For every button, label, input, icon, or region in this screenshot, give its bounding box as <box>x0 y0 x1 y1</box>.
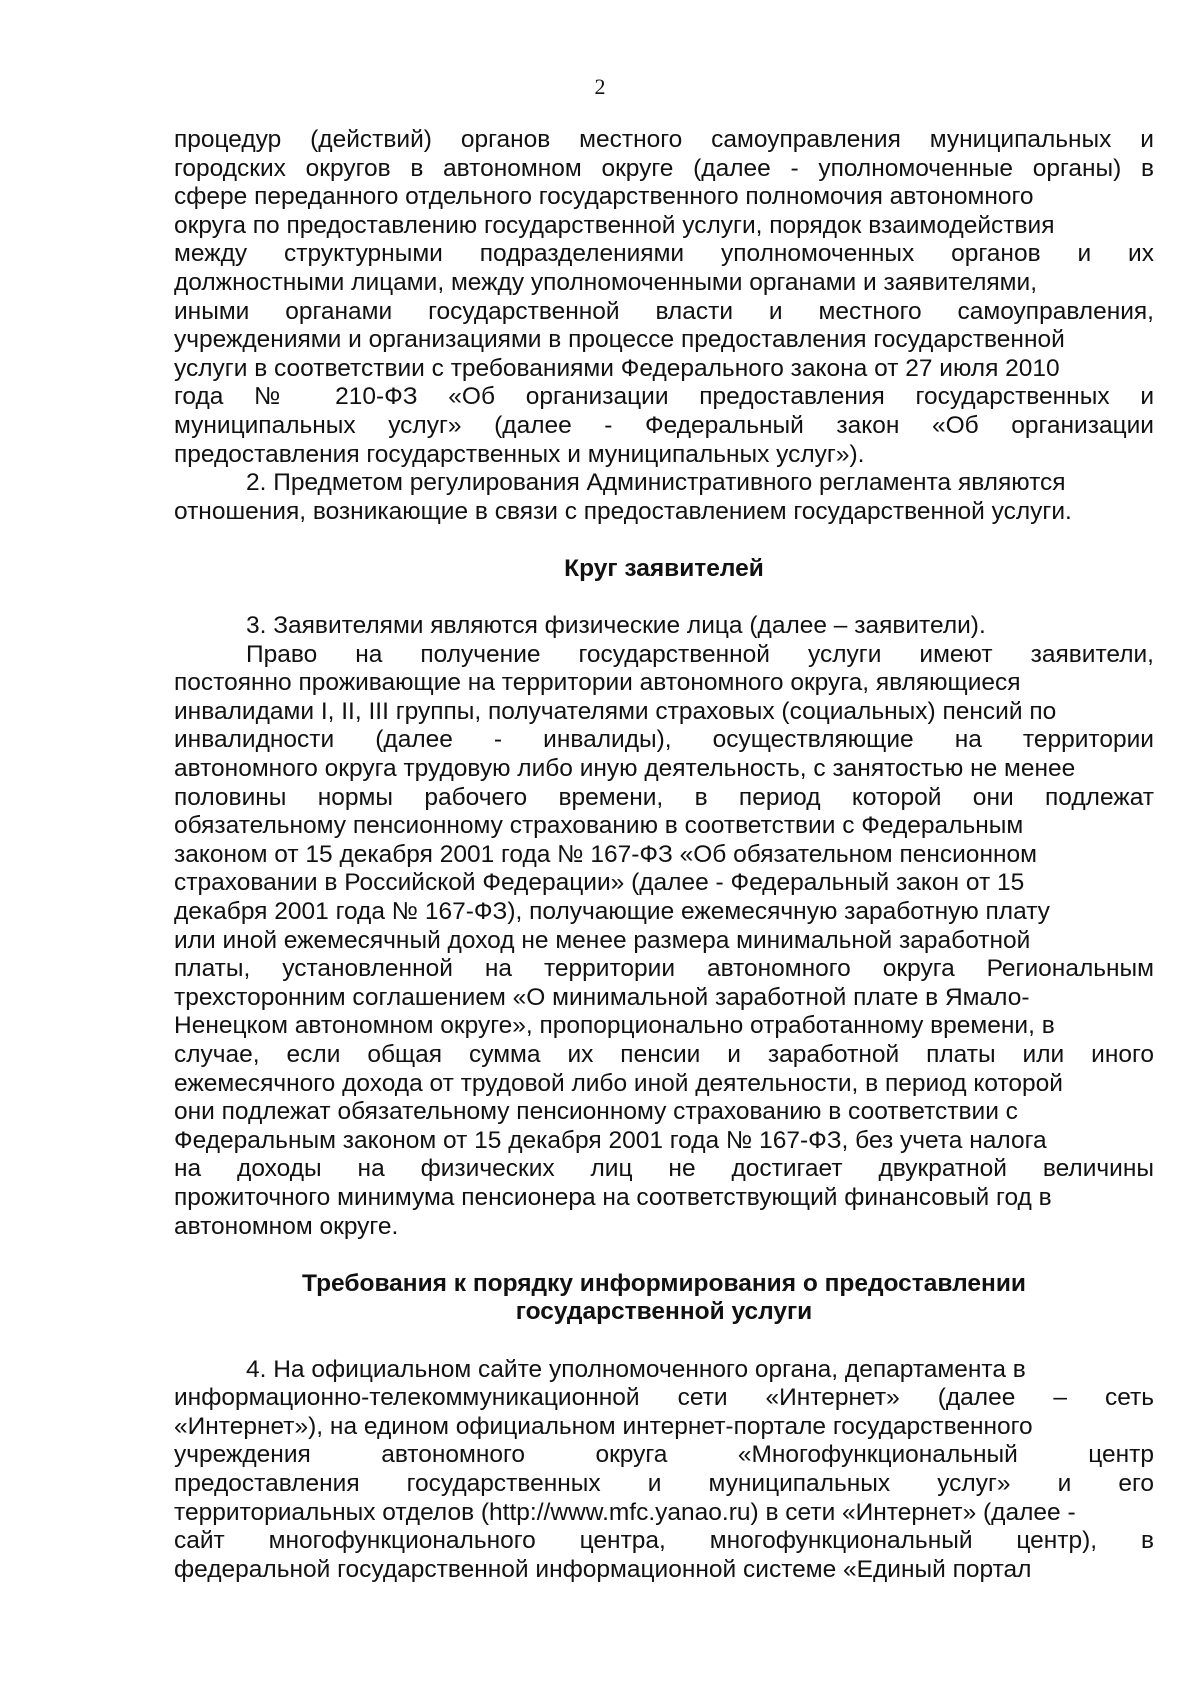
text-line: федеральной государственной информационной системе «Единый портал <box>174 1555 1032 1583</box>
text-line: автономном округе. <box>174 1212 399 1240</box>
text-line: половины нормы рабочего времени, в период которой они подлежат <box>174 783 1154 811</box>
text-line: должностными лицами, между уполномоченными органами и заявителями, <box>174 268 1038 296</box>
text-line: автономного округа трудовую либо иную деятельность, с занятостью не менее <box>174 755 1076 783</box>
text-line: учреждения автономного округа «Многофункциональный центр <box>174 1441 1154 1469</box>
text-line: 2. Предметом регулирования Административного регламента являются <box>246 469 1066 497</box>
text-line: декабря 2001 года № 167-ФЗ), получающие ежемесячную заработную плату <box>174 898 1050 926</box>
spacer <box>174 1241 1154 1270</box>
spacer <box>174 584 1154 613</box>
text-line: Ненецком автономном округе», пропорционально отработанному времени, в <box>174 1012 1055 1040</box>
text-line: инвалидами I, II, III группы, получателями страховых (социальных) пенсий по <box>174 697 1057 725</box>
section-heading-applicants: Круг заявителей <box>564 554 764 582</box>
text-line: случае, если общая сумма их пенсии и заработной платы или иного <box>174 1041 1154 1068</box>
paragraph-4 <box>174 1356 1154 1585</box>
text-line: страховании в Российской Федерации» (далее - Федеральный закон от 15 <box>174 869 1025 897</box>
text-line: округа по предоставлению государственной услуги, порядок взаимодействия <box>174 211 1055 239</box>
paragraph-3b <box>174 641 1154 1241</box>
text-line: 3. Заявителями являются физические лица (далее – заявители). <box>246 612 986 640</box>
text-line: они подлежат обязательному пенсионному страхованию в соответствии с <box>174 1098 1018 1126</box>
text-line: сфере переданного отдельного государственного полномочия автономного <box>174 183 1034 211</box>
text-line: постоянно проживающие на территории автономного округа, являющиеся <box>174 669 1021 697</box>
text-line: обязательному пенсионному страхованию в соответствии с Федеральным <box>174 812 1024 840</box>
text-line: городских округов в автономном округе (далее - уполномоченные органы) в <box>174 154 1154 182</box>
text-line: законом от 15 декабря 2001 года № 167-ФЗ «Об обязательном пенсионном <box>174 840 1037 868</box>
paragraph-3 <box>174 612 1154 641</box>
section-heading-requirements-line-1: Требования к порядку информирования о предоставлении <box>302 1269 1026 1297</box>
text-line: трехсторонним соглашением «О минимальной заработной плате в Ямало- <box>174 983 1030 1011</box>
text-line: прожиточного минимума пенсионера на соответствующий финансовый год в <box>174 1183 1052 1211</box>
text-line: инвалидности (далее - инвалиды), осуществляющие на территории <box>174 726 1154 754</box>
spacer <box>174 526 1154 555</box>
text-line: «Интернет»), на едином официальном интернет-портале государственного <box>174 1412 1033 1440</box>
text-line: процедур (действий) органов местного самоуправления муниципальных и <box>174 126 1154 153</box>
text-line: иными органами государственной власти и местного самоуправления, <box>174 297 1154 325</box>
text-line: ежемесячного дохода от трудовой либо иной деятельности, в период которой <box>174 1069 1063 1097</box>
text-line: или иной ежемесячный доход не менее размера минимальной заработной <box>174 926 1031 954</box>
text-line: территориальных отделов (http://www.mfc.yanao.ru) в сети «Интернет» (далее - <box>174 1498 1076 1526</box>
text-line: на доходы на физических лиц не достигает двукратной величины <box>174 1155 1154 1183</box>
section-heading-requirements-line-2: государственной услуги <box>515 1298 813 1326</box>
text-line: услуги в соответствии с требованиями Федерального закона от 27 июля 2010 <box>174 354 1060 382</box>
spacer <box>174 1327 1154 1356</box>
paragraph-2 <box>174 469 1154 526</box>
text-line: Федеральным законом от 15 декабря 2001 года № 167-ФЗ, без учета налога <box>174 1126 1047 1154</box>
text-line: отношения, возникающие в связи с предоставлением государственной услуги. <box>174 497 1072 525</box>
text-line: муниципальных услуг» (далее - Федеральный закон «Об организации <box>174 411 1154 439</box>
text-line: предоставления государственных и муниципальных услуг» и его <box>174 1469 1154 1497</box>
text-line: платы, установленной на территории автономного округа Региональным <box>174 955 1154 983</box>
text-line: учреждениями и организациями в процессе предоставления государственной <box>174 326 1065 354</box>
paragraph-1 <box>174 126 1154 469</box>
text-line: Право на получение государственной услуги имеют заявители, <box>246 640 1154 668</box>
text-line: 4. На официальном сайте уполномоченного органа, департамента в <box>246 1355 1026 1383</box>
text-line: между структурными подразделениями уполномоченных органов и их <box>174 240 1154 268</box>
document-body <box>174 126 1154 1584</box>
text-line: года № 210-ФЗ «Об организации предоставления государственных и <box>174 383 1154 411</box>
text-line: предоставления государственных и муниципальных услуг»). <box>174 440 865 468</box>
page-number: 2 <box>594 74 606 99</box>
text-line: информационно-телекоммуникационной сети «Интернет» (далее – сеть <box>174 1384 1154 1412</box>
text-line: сайт многофункционального центра, многофункциональный центр), в <box>174 1527 1154 1555</box>
